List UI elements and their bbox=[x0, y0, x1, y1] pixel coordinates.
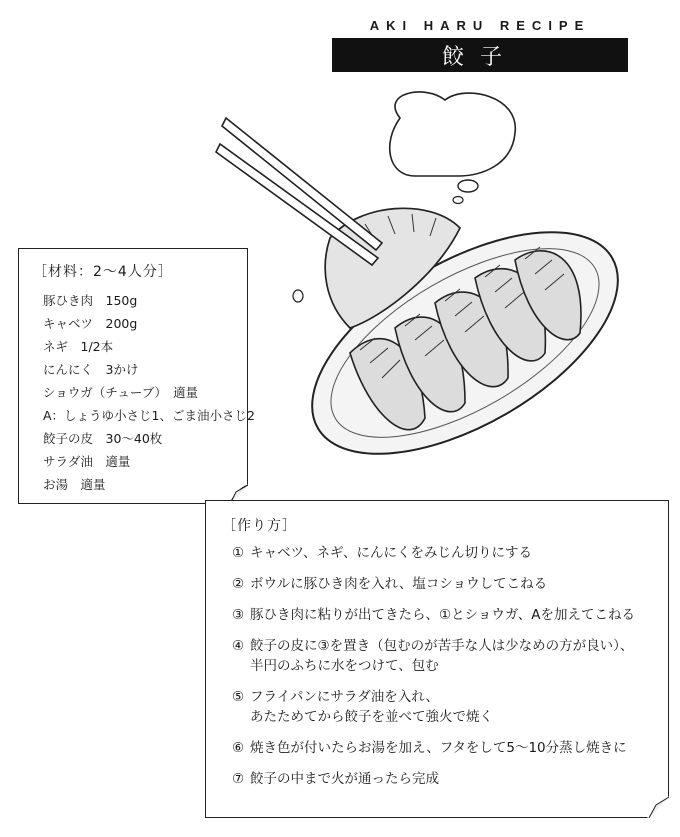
step-text: 餃子の皮に③を置き（包むのが苦手な人は少なめの方が良い）、 bbox=[250, 638, 634, 654]
ingredient-item: キャベツ 200g bbox=[43, 316, 138, 331]
thought-bubble bbox=[390, 92, 516, 176]
step-number: ③ bbox=[232, 607, 245, 623]
step-text: 豚ひき肉に粘りが出てきたら、①とショウガ、Aを加えてこねる bbox=[250, 607, 636, 623]
steps-heading: ［作り方］ bbox=[222, 518, 297, 534]
recipe-title: 餃子 bbox=[441, 44, 518, 70]
thought-dot-large bbox=[458, 180, 478, 192]
step-text-continued: あたためてから餃子を並べて強火で焼く bbox=[250, 709, 493, 725]
gyoza-illustration bbox=[210, 88, 650, 488]
step-item bbox=[232, 605, 652, 625]
step-number: ② bbox=[232, 576, 245, 592]
step-item bbox=[232, 636, 652, 676]
ingredient-item: ショウガ（チューブ） 適量 bbox=[43, 385, 199, 400]
step-text: フライパンにサラダ油を入れ、 bbox=[250, 689, 439, 705]
steps-card bbox=[205, 500, 669, 818]
step-item bbox=[232, 769, 652, 789]
step-number: ① bbox=[232, 545, 245, 561]
steps-list bbox=[222, 543, 652, 789]
ingredient-item: 豚ひき肉 150g bbox=[43, 293, 138, 308]
ingredients-heading: ［材料：2〜4人分］ bbox=[33, 264, 173, 280]
ingredient-item: お湯 適量 bbox=[43, 477, 106, 492]
ingredient-item: サラダ油 適量 bbox=[43, 454, 131, 469]
step-text-continued: 半円のふちに水をつけて、包む bbox=[250, 658, 439, 674]
step-text: ボウルに豚ひき肉を入れ、塩コショウしてこねる bbox=[250, 576, 548, 592]
ingredient-item: ネギ 1/2本 bbox=[43, 339, 114, 354]
page-curl-icon bbox=[647, 796, 669, 818]
step-text: 焼き色が付いたらお湯を加え、フタをして5〜10分蒸し焼きに bbox=[250, 740, 627, 756]
recipe-title-bar bbox=[332, 38, 628, 72]
step-item bbox=[232, 687, 652, 727]
step-text: キャベツ、ネギ、にんにくをみじん切りにする bbox=[250, 545, 533, 561]
ingredients-card bbox=[18, 248, 255, 504]
brand-title: AKI HARU RECIPE bbox=[369, 18, 591, 33]
ingredients-list bbox=[33, 289, 255, 496]
step-number: ⑤ bbox=[232, 689, 245, 705]
step-number: ⑦ bbox=[232, 771, 245, 787]
step-number: ④ bbox=[232, 638, 245, 654]
step-item bbox=[232, 543, 652, 563]
step-item bbox=[232, 738, 652, 758]
step-item bbox=[232, 574, 652, 594]
ingredient-item: A：しょうゆ小さじ1、ごま油小さじ2 bbox=[43, 408, 255, 423]
thought-dot-small bbox=[453, 197, 463, 204]
step-text: 餃子の中まで火が通ったら完成 bbox=[250, 771, 439, 787]
step-number: ⑥ bbox=[232, 740, 245, 756]
ingredient-item: にんにく 3かけ bbox=[43, 362, 139, 377]
ingredient-item: 餃子の皮 30〜40枚 bbox=[43, 431, 163, 446]
chopsticks bbox=[216, 118, 382, 265]
